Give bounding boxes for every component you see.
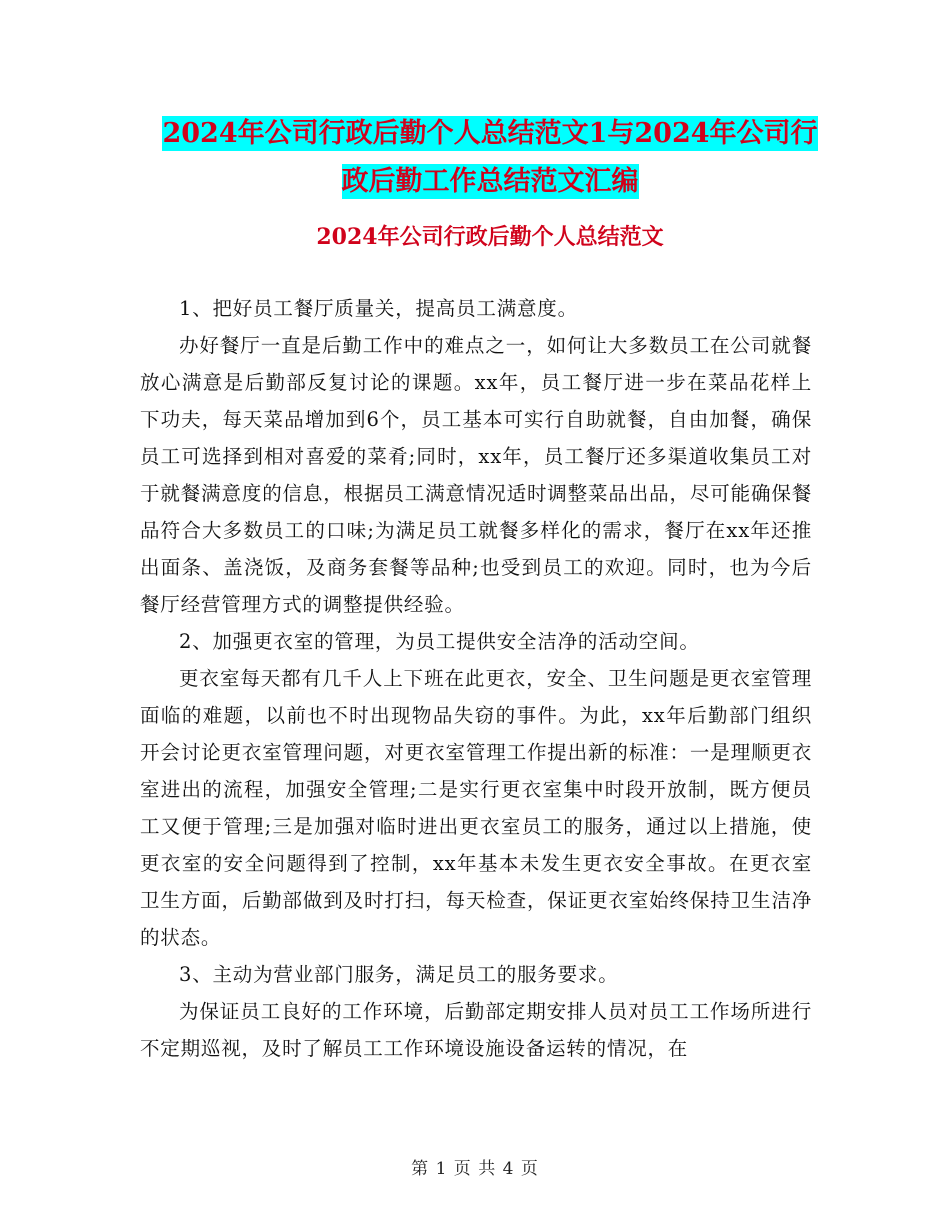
paragraph: 办好餐厅一直是后勤工作中的难点之一，如何让大多数员工在公司就餐放心满意是后勤部反复讨论的课题。xx年，员工餐厅进一步在菜品花样上下功夫，每天菜品增加到6个，员工基本可实行自助就餐，自由加餐，确保员工可选择到相对喜爱的菜肴;同时，xx年，员工餐厅还多渠道收集员工对于就餐满意度的信息，根据员工满意情况适时调整菜品出品，尽可能确保餐品符合大多数员工的口味;为满足员工就餐多样化的需求，餐厅在xx年还推出面条、盖浇饭，及商务套餐等品种;也受到员工的欢迎。同时，也为今后餐厅经营管理方式的调整提供经验。 xyxy=(140,334,812,616)
paragraph: 3、主动为营业部门服务，满足员工的服务要求。 xyxy=(179,963,619,986)
title-line-1: 2024年公司行政后勤个人总结范文1与2024年公司行 xyxy=(162,118,818,149)
paragraph: 1、把好员工餐厅质量关，提高员工满意度。 xyxy=(179,297,578,320)
paragraph: 更衣室每天都有几千人上下班在此更衣，安全、卫生问题是更衣室管理面临的难题，以前也不时出现物品失窃的事件。为此，xx年后勤部门组织开会讨论更衣室管理问题，对更衣室管理工作提出新的标准：一是理顺更衣室进出的流程，加强安全管理;二是实行更衣室集中时段开放制，既方便员工又便于管理;三是加强对临时进出更衣室员工的服务，通过以上措施，使更衣室的安全问题得到了控制，xx年基本未发生更衣安全事故。在更衣室卫生方面，后勤部做到及时打扫，每天检查，保证更衣室始终保持卫生洁净的状态。 xyxy=(140,667,812,949)
document-title xyxy=(140,110,840,206)
paragraph: 2、加强更衣室的管理，为员工提供安全洁净的活动空间。 xyxy=(179,630,700,653)
document-body xyxy=(140,290,812,1067)
page-footer: 第 1 页 共 4 页 xyxy=(411,1159,539,1179)
section-heading: 2024年公司行政后勤个人总结范文 xyxy=(316,224,664,250)
paragraph: 为保证员工良好的工作环境，后勤部定期安排人员对员工工作场所进行不定期巡视，及时了解员工工作环境设施设备运转的情况，在 xyxy=(140,1000,812,1060)
title-line-2: 政后勤工作总结范文汇编 xyxy=(341,166,639,197)
